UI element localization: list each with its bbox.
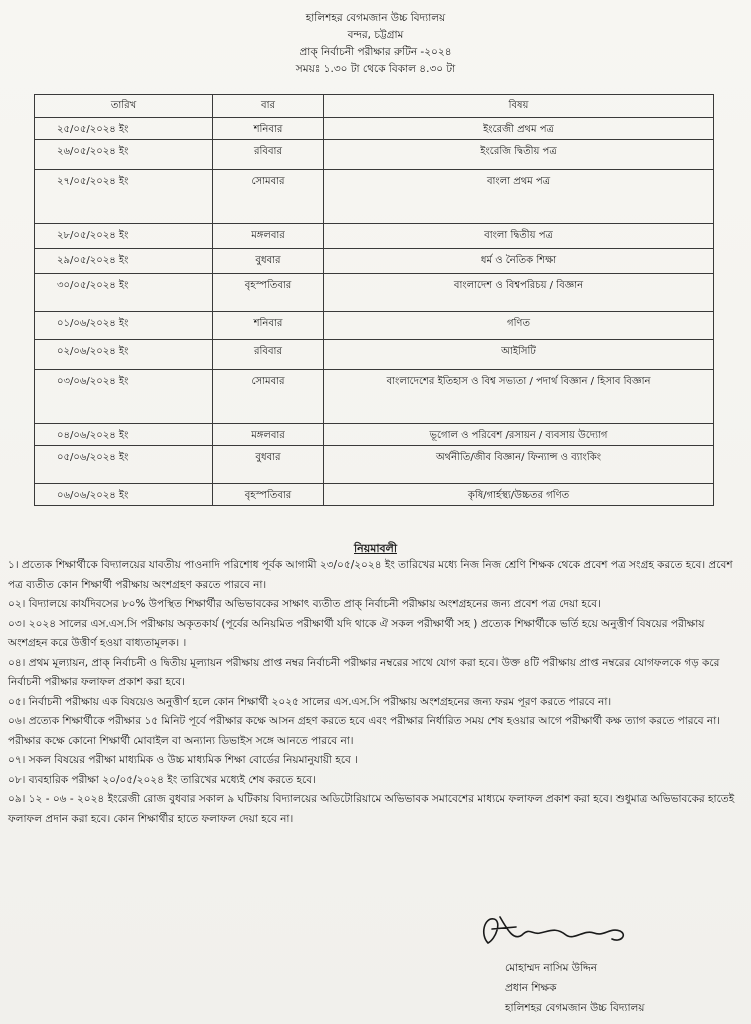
rule-item: ০২। বিদ্যালয়ে কার্যদিবসের ৮০% উপস্থিত শিক্ষার্থীর অভিভাবকের সাক্ষাৎ ব্যতীত প্রাক্‌ নির্বাচনী পরীক্ষায় অংশগ্রহনের জন্য প্রবেশ পত্র দেয়া হবে। xyxy=(8,598,601,610)
rule-item: ১। প্রত্যেক শিক্ষার্থীকে বিদ্যালয়ের যাবতীয় পাওনাদি পরিশোধ পূর্বক আগামী ২৩/০৫/২০২৪ ইং তারিখের মধ্যে নিজ নিজ শ্রেণি শিক্ষক থেকে প্রবেশ পত্র সংগ্রহ করতে হবে। প্রবেশ পত্র ব্যতীত কোন শিক্ষার্থী পরীক্ষায় অংশগ্রহণ করতে পারবে না। xyxy=(8,559,733,591)
subject-cell: অর্থনীতি/জীব বিজ্ঞান/ ফিন্যান্স ও ব্যাংকিং xyxy=(324,446,714,484)
date-cell: ২৮/০৫/২০২৪ ইং xyxy=(35,224,213,249)
notice-header xyxy=(0,10,751,78)
date-cell: ৩০/০৫/২০২৪ ইং xyxy=(35,274,213,312)
subject-cell: ভূগোল ও পরিবেশ /রসায়ন / ব্যবসায় উদ্যোগ xyxy=(324,424,714,446)
column-header-subject: বিষয় xyxy=(324,95,714,118)
date-cell: ০৫/০৬/২০২৪ ইং xyxy=(35,446,213,484)
table-row xyxy=(35,370,714,424)
school-location: বন্দর, চট্টগ্রাম xyxy=(347,29,404,41)
day-cell: সোমবার xyxy=(213,370,324,424)
date-cell: ০২/০৬/২০২৪ ইং xyxy=(35,340,213,370)
subject-cell: আইসিটি xyxy=(324,340,714,370)
rule-item: ০৭। সকল বিষয়ের পরীক্ষা মাধ্যমিক ও উচ্চ মাধ্যমিক শিক্ষা বোর্ডের নিয়মানুযায়ী হবে । xyxy=(8,754,358,766)
date-cell: ২৬/০৫/২০২৪ ইং xyxy=(35,140,213,170)
subject-cell: ধর্ম ও নৈতিক শিক্ষা xyxy=(324,249,714,274)
subject-cell: বাংলা দ্বিতীয় পত্র xyxy=(324,224,714,249)
table-row xyxy=(35,312,714,340)
day-cell: বুধবার xyxy=(213,249,324,274)
subject-cell: বাংলা প্রথম পত্র xyxy=(324,170,714,224)
day-cell: বুধবার xyxy=(213,446,324,484)
date-cell: ০৪/০৬/২০২৪ ইং xyxy=(35,424,213,446)
subject-cell: বাংলাদেশ ও বিশ্বপরিচয় / বিজ্ঞান xyxy=(324,274,714,312)
date-cell: ২৯/০৫/২০২৪ ইং xyxy=(35,249,213,274)
date-cell: ০৩/০৬/২০২৪ ইং xyxy=(35,370,213,424)
rule-item: ০৫। নির্বাচনী পরীক্ষায় এক বিষয়েও অনুত্তীর্ণ হলে কোন শিক্ষার্থী ২০২৫ সালের এস.এস.সি পরীক্ষায় অংশগ্রহনের জন্য ফরম পূরণ করতে পারবে না। xyxy=(8,695,612,708)
rule-item: ০৮। ব্যবহারিক পরীক্ষা ২০/০৫/২০২৪ ইং তারিখের মধ্যেই শেষ করতে হবে। xyxy=(8,773,316,786)
day-cell: মঙ্গলবার xyxy=(213,224,324,249)
day-cell: বৃহস্পতিবার xyxy=(213,274,324,312)
rule-item: ০৩। ২০২৪ সালের এস.এস.সি পরীক্ষায় অকৃতকার্য (পূর্বের অনিয়মিত পরীক্ষার্থী যদি থাকে ঐ সকল পরীক্ষার্থী সহ ) প্রত্যেক শিক্ষার্থীকে ভর্তি হয়ে অনুত্তীর্ণ বিষয়ের পরীক্ষায় অংশগ্রহন করে উত্তীর্ণ হওয়া বাধ্যতামূলক। । xyxy=(8,617,705,649)
table-row xyxy=(35,340,714,370)
table-row xyxy=(35,140,714,170)
day-cell: মঙ্গলবার xyxy=(213,424,324,446)
subject-cell: কৃষি/গার্হস্থ্য/উচ্চতর গণিত xyxy=(324,484,714,506)
signatory-school: হালিশহর বেগমজান উচ্চ বিদ্যালয় xyxy=(505,1002,645,1014)
table-row xyxy=(35,446,714,484)
subject-cell: ইংরেজি দ্বিতীয় পত্র xyxy=(324,140,714,170)
school-name: হালিশহর বেগমজান উচ্চ বিদ্যালয় xyxy=(305,12,446,24)
subject-cell: বাংলাদেশের ইতিহাস ও বিশ্ব সভ্যতা / পদার্থ বিজ্ঞান / হিসাব বিজ্ঞান xyxy=(324,370,714,424)
column-header-day: বার xyxy=(213,95,324,118)
subject-cell: ইংরেজী প্রথম পত্র xyxy=(324,118,714,140)
exam-time: সময়ঃ ১.৩০ টা থেকে বিকাল ৪.৩০ টা xyxy=(295,63,456,75)
day-cell: সোমবার xyxy=(213,170,324,224)
date-cell: ২৫/০৫/২০২৪ ইং xyxy=(35,118,213,140)
table-header-row xyxy=(35,95,714,118)
rule-item: ০৪। প্রথম মূল্যায়ন, প্রাক্‌ নির্বাচনী ও দ্বিতীয় মূল্যায়ন পরীক্ষায় প্রাপ্ত নম্বর নির্বাচনী পরীক্ষার নম্বরের সাথে যোগ করা হবে। উক্ত ৪টি পরীক্ষায় প্রাপ্ত নম্বরের যোগফলকে গড় করে নির্বাচনী পরীক্ষার ফলাফল প্রকাশ করা হবে। xyxy=(8,656,720,688)
table-row xyxy=(35,424,714,446)
table-row xyxy=(35,249,714,274)
day-cell: শনিবার xyxy=(213,118,324,140)
rule-item: ০৯। ১২ - ০৬ - ২০২৪ ইংরেজী রোজ বুধবার সকাল ৯ ঘটিকায় বিদ্যালয়ের অডিটোরিয়ামে অভিভাবক সমাবেশের মাধ্যমে ফলাফল প্রকাশ করা হবে। শুধুমাত্র অভিভাবকের হাতেই ফলাফল প্রদান করা হবে। কোন শিক্ষার্থীর হাতে ফলাফল দেয়া হবে না। xyxy=(8,793,735,825)
routine-title: প্রাক্‌ নির্বাচনী পরীক্ষার রুটিন -২০২৪ xyxy=(299,46,452,58)
day-cell: রবিবার xyxy=(213,340,324,370)
table-row xyxy=(35,170,714,224)
signatory-name: মোহাম্মদ নাসিম উদ্দিন xyxy=(505,962,597,974)
column-header-date: তারিখ xyxy=(35,95,213,118)
date-cell: ০১/০৬/২০২৪ ইং xyxy=(35,312,213,340)
subject-cell: গণিত xyxy=(324,312,714,340)
date-cell: ২৭/০৫/২০২৪ ইং xyxy=(35,170,213,224)
table-row xyxy=(35,274,714,312)
rules-list xyxy=(8,556,738,829)
rules-title: নিয়মাবলী xyxy=(354,542,397,555)
day-cell: রবিবার xyxy=(213,140,324,170)
day-cell: শনিবার xyxy=(213,312,324,340)
routine-table xyxy=(34,94,714,506)
table-row xyxy=(35,224,714,249)
signature-image xyxy=(470,905,670,955)
table-row xyxy=(35,484,714,506)
signatory-designation: প্রধান শিক্ষক xyxy=(505,982,557,994)
day-cell: বৃহস্পতিবার xyxy=(213,484,324,506)
table-row xyxy=(35,118,714,140)
rule-item: ০৬। প্রত্যেক শিক্ষার্থীকে পরীক্ষার ১৫ মিনিট পূর্বে পরীক্ষার কক্ষে আসন গ্রহণ করতে হবে এবং পরীক্ষার নির্ধারিত সময় শেষ হওয়ার আগে পরীক্ষার্থী কক্ষ ত্যাগ করতে পারবে না। পরীক্ষার কক্ষে কোনো শিক্ষার্থী মোবাইল বা অন্যান্য ডিভাইস সঙ্গে আনতে পারবে না। xyxy=(8,715,720,747)
date-cell: ০৬/০৬/২০২৪ ইং xyxy=(35,484,213,506)
